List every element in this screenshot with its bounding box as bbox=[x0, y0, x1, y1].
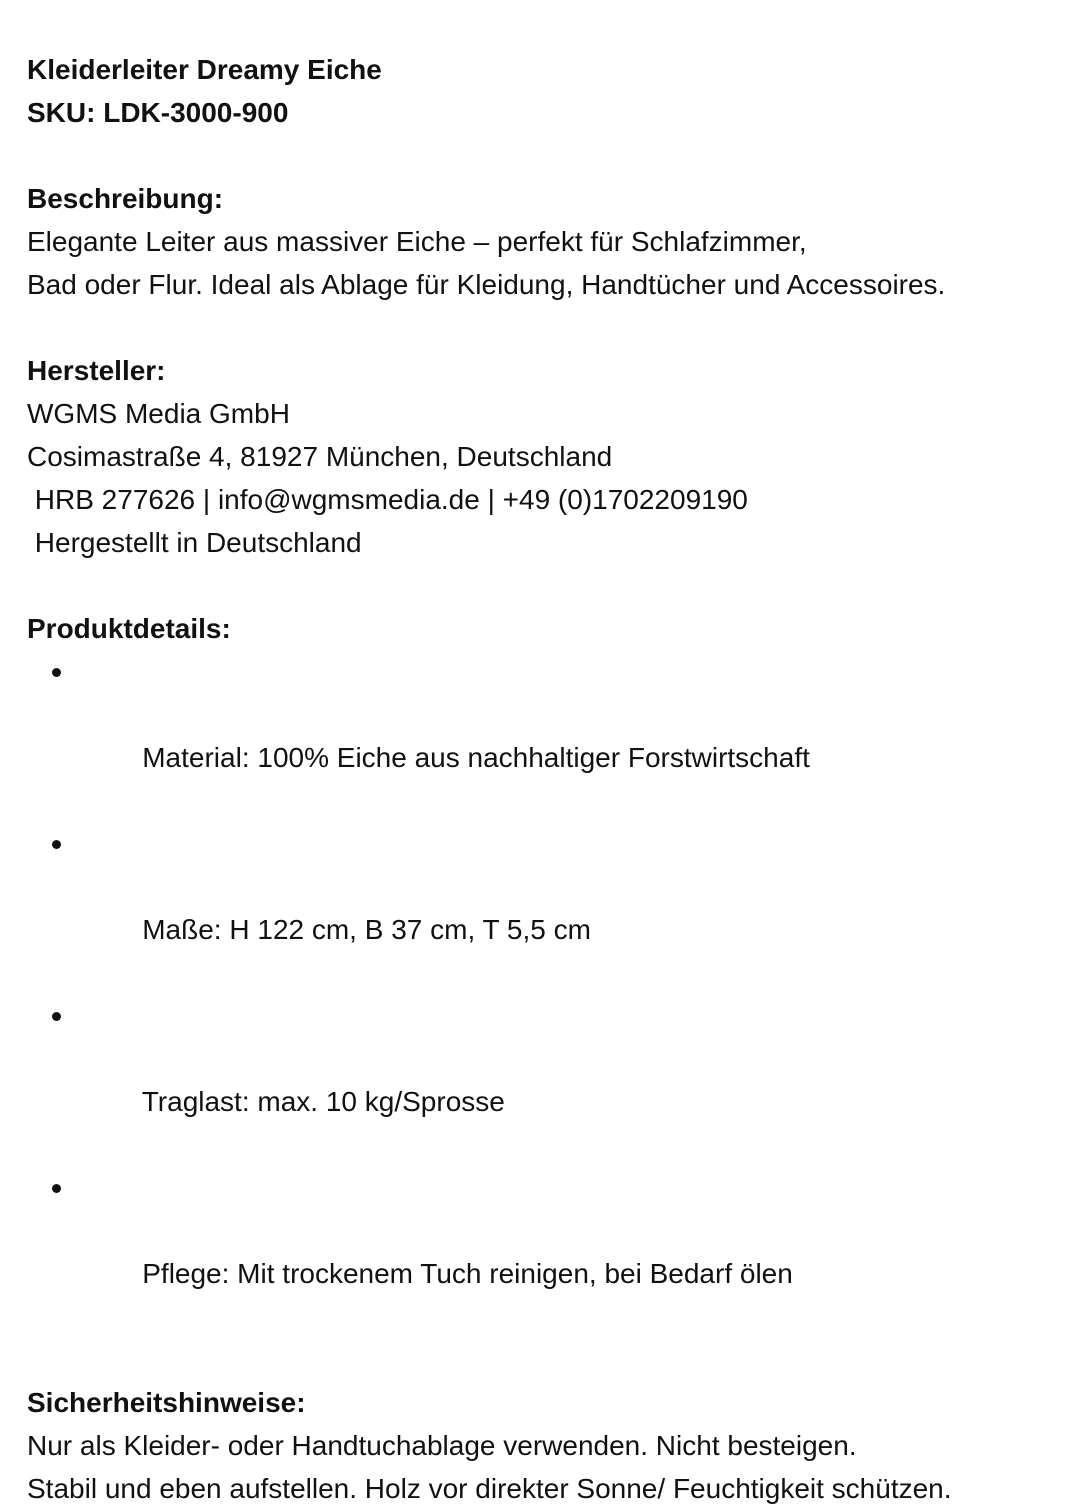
manufacturer-name: WGMS Media GmbH bbox=[27, 398, 290, 429]
description-heading: Beschreibung: bbox=[27, 183, 224, 214]
manufacturer-origin: Hergestellt in Deutschland bbox=[27, 527, 362, 558]
list-item-text: Maße: H 122 cm, B 37 cm, T 5,5 cm bbox=[142, 914, 591, 945]
product-title: Kleiderleiter Dreamy Eiche bbox=[27, 54, 382, 85]
list-item-text: Pflege: Mit trockenem Tuch reinigen, bei Bedarf ölen bbox=[142, 1258, 793, 1289]
list-item bbox=[27, 1166, 1067, 1338]
description-section bbox=[27, 177, 1067, 306]
manufacturer-address: Cosimastraße 4, 81927 München, Deutschland bbox=[27, 441, 613, 472]
product-sku: SKU: LDK-3000-900 bbox=[27, 97, 289, 128]
section-spacer bbox=[27, 1338, 1067, 1381]
safety-heading: Sicherheitshinweise: bbox=[27, 1387, 306, 1418]
description-line: Bad oder Flur. Ideal als Ablage für Kleidung, Handtücher und Accessoires. bbox=[27, 269, 946, 300]
list-item bbox=[27, 822, 1067, 994]
bullet-icon bbox=[52, 840, 61, 849]
safety-section bbox=[27, 1381, 1067, 1510]
list-item bbox=[27, 994, 1067, 1166]
list-item-text: Traglast: max. 10 kg/Sprosse bbox=[141, 1086, 505, 1117]
product-header bbox=[27, 48, 1067, 134]
bullet-icon bbox=[52, 1184, 61, 1193]
bullet-icon bbox=[52, 1012, 61, 1021]
details-section bbox=[27, 607, 1067, 1338]
section-spacer bbox=[27, 134, 1067, 177]
section-spacer bbox=[27, 564, 1067, 607]
list-item-text: Material: 100% Eiche aus nachhaltiger Forstwirtschaft bbox=[142, 742, 810, 773]
description-line: Elegante Leiter aus massiver Eiche – perfekt für Schlafzimmer, bbox=[27, 226, 807, 257]
manufacturer-section bbox=[27, 349, 1067, 564]
details-list bbox=[27, 650, 1067, 1338]
list-item bbox=[27, 650, 1067, 822]
manufacturer-contact: HRB 277626 | info@wgmsmedia.de | +49 (0)1702209190 bbox=[27, 484, 748, 515]
details-heading: Produktdetails: bbox=[27, 613, 231, 644]
manufacturer-heading: Hersteller: bbox=[27, 355, 166, 386]
safety-line: Nur als Kleider- oder Handtuchablage verwenden. Nicht besteigen. bbox=[27, 1430, 857, 1461]
bullet-icon bbox=[52, 668, 61, 677]
product-info-sheet bbox=[27, 48, 1067, 1510]
section-spacer bbox=[27, 306, 1067, 349]
safety-line: Stabil und eben aufstellen. Holz vor direkter Sonne/ Feuchtigkeit schützen. bbox=[27, 1473, 952, 1504]
